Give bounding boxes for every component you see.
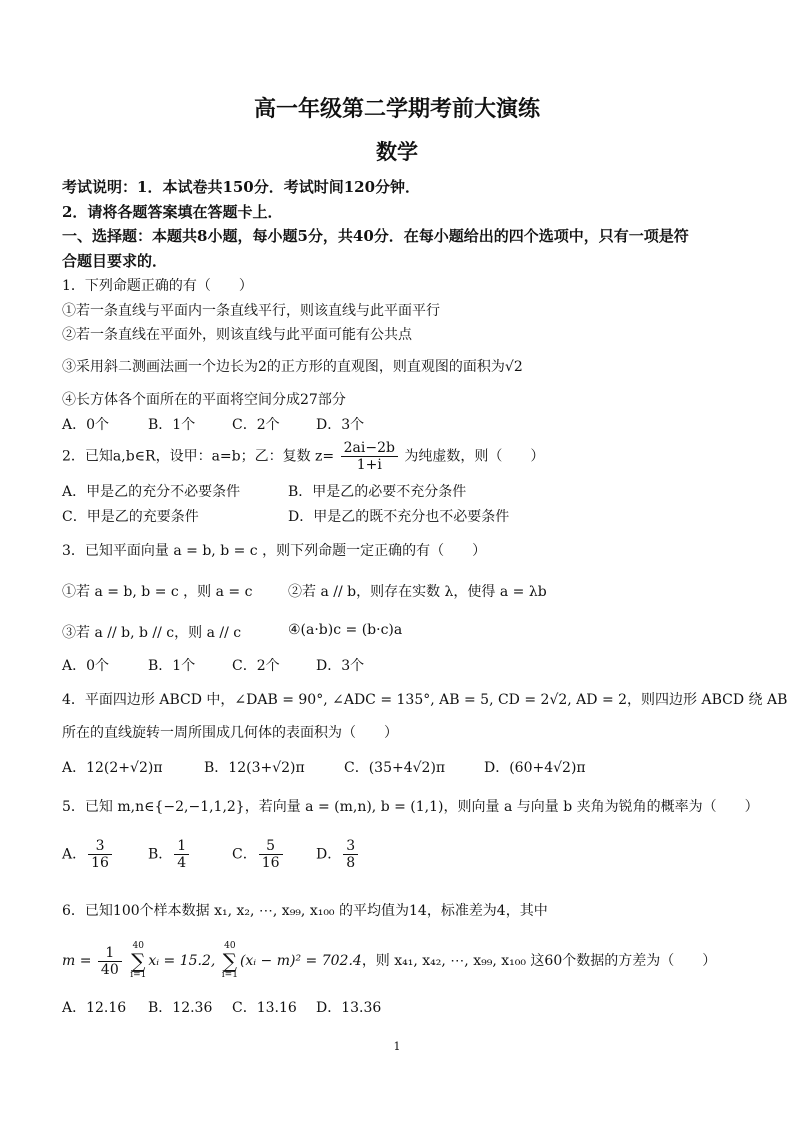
q5-stem: 5．已知 m,n∈{−2,−1,1,2}，若向量 a = (m,n), b = (1,1)，则向量 a 与向量 b 夹角为锐角的概率为（ ） [62, 799, 759, 815]
q6-sum-1-term: xᵢ = 15.2, [148, 953, 216, 969]
q5-option-d-frac [343, 838, 358, 871]
exam-title: 高一年级第二学期考前大演练 [253, 96, 540, 122]
q2-stem-pre: 2．已知a,b∈R，设甲：a=b；乙：复数 z= [62, 448, 335, 465]
q5-option-b-num: 1 [174, 838, 189, 855]
q5-option-b-den: 4 [177, 855, 187, 871]
q5-option-d-den: 8 [346, 855, 356, 871]
page-number: 1 [393, 1040, 401, 1053]
q5-option-d-num: 3 [343, 838, 358, 855]
section-heading-a: 一、选择题：本题共8小题，每小题5分，共40分．在每小题给出的四个选项中，只有一项是符 [62, 227, 689, 245]
q2-option-c: C．甲是乙的充要条件 [62, 509, 199, 525]
q2-option-d: D．甲是乙的既不充分也不必要条件 [288, 509, 510, 525]
q3-stem: 3．已知平面向量 a = b, b = c ，则下列命题一定正确的有（ ） [62, 543, 487, 559]
q6-stem-2 [62, 942, 716, 980]
exam-instructions-1: 考试说明：1．本试卷共150分．考试时间120分钟． [62, 178, 421, 196]
q2-fraction-den: 1+i [356, 457, 382, 473]
q5-option-c-num: 5 [259, 838, 283, 855]
q5-option-d [316, 838, 360, 871]
q3-statement-2: ②若 a // b，则存在实数 λ，使得 a = λb [288, 584, 547, 600]
q1-option-a: A．0个 [62, 417, 110, 433]
q2-option-b: B．甲是乙的必要不充分条件 [288, 484, 467, 500]
q5-option-c-den: 16 [261, 855, 280, 871]
q5-option-d-label: D． [316, 846, 342, 863]
q5-option-a-frac [88, 838, 112, 871]
q1-option-c: C．2个 [232, 417, 280, 433]
sigma-icon: ∑ [131, 949, 146, 973]
q2-fraction-num: 2ai−2b [341, 440, 398, 457]
q5-option-b [148, 838, 191, 871]
q3-option-c: C．2个 [232, 658, 280, 674]
q2-stem [62, 440, 544, 473]
q6-sum-1-bot: i=1 [130, 970, 147, 980]
q5-option-b-label: B． [148, 846, 173, 863]
q4-option-c: C．(35+4√2)π [344, 760, 446, 776]
q2-stem-post: 为纯虚数，则（ ） [404, 448, 545, 465]
q5-option-a-num: 3 [88, 838, 112, 855]
q4-stem-2: 所在的直线旋转一周所围成几何体的表面积为（ ） [62, 725, 398, 741]
q6-option-a: A．12.16 [62, 1000, 127, 1016]
q1-statement-2: ②若一条直线在平面外，则该直线与此平面可能有公共点 [62, 327, 412, 343]
q1-statement-4: ④长方体各个面所在的平面将空间分成27部分 [62, 392, 346, 408]
q6-stem-1: 6．已知100个样本数据 x₁, x₂, ⋯, x₉₉, x₁₀₀ 的平均值为14，标准差为4，其中 [62, 903, 548, 919]
q3-option-a: A．0个 [62, 658, 110, 674]
sigma-icon: ∑ [222, 949, 237, 973]
q6-stem-2-post: ，则 x₄₁, x₄₂, ⋯, x₉₉, x₁₀₀ 这60个数据的方差为（ ） [361, 953, 717, 969]
q6-sum-1 [130, 942, 146, 980]
q4-option-b: B．12(3+√2)π [204, 760, 305, 776]
q6-sum-2-term: (xᵢ − m)² = 702.4 [239, 953, 362, 969]
q6-sum-2-bot: i=1 [221, 970, 238, 980]
q4-stem-1: 4．平面四边形 ABCD 中，∠DAB = 90°, ∠ADC = 135°, AB = 5, CD = 2√2, AD = 2，则四边形 ABCD 绕 AB [62, 692, 788, 708]
q3-statement-3: ③若 a // b, b // c，则 a // c [62, 625, 242, 641]
q1-option-d: D．3个 [316, 417, 365, 433]
q6-fraction [98, 945, 122, 978]
subject-title: 数学 [376, 139, 418, 164]
q6-m-eq: m = [62, 953, 92, 969]
q6-option-d: D．13.36 [316, 1000, 382, 1016]
q6-option-b: B．12.36 [148, 1000, 213, 1016]
q5-option-c-label: C． [232, 846, 257, 863]
section-heading-b: 合题目要求的． [62, 252, 168, 270]
q3-option-d: D．3个 [316, 658, 365, 674]
q1-statement-1: ①若一条直线与平面内一条直线平行，则该直线与此平面平行 [62, 303, 440, 319]
q2-fraction [341, 440, 398, 473]
q6-option-c: C．13.16 [232, 1000, 297, 1016]
q1-option-b: B．1个 [148, 417, 196, 433]
q6-sum-2 [222, 942, 238, 980]
q5-option-a-den: 16 [91, 855, 109, 871]
q3-statement-4: ④(a·b)c = (b·c)a [288, 622, 403, 638]
q2-option-a: A．甲是乙的充分不必要条件 [62, 484, 241, 500]
q3-statement-1: ①若 a = b, b = c ，则 a = c [62, 584, 253, 600]
q4-option-d: D．(60+4√2)π [484, 760, 586, 776]
q6-fraction-num: 1 [98, 945, 122, 962]
q6-sum-1-top: 40 [132, 941, 144, 951]
q3-option-b: B．1个 [148, 658, 196, 674]
q5-option-a-label: A． [62, 846, 87, 863]
q1-stem: 1．下列命题正确的有（ ） [62, 278, 253, 294]
q1-statement-3: ③采用斜二测画法画一个边长为2的正方形的直观图，则直观图的面积为√2 [62, 359, 523, 375]
q5-option-c [232, 838, 285, 871]
q6-sum-2-top: 40 [224, 941, 236, 951]
q5-option-a [62, 838, 114, 871]
exam-instructions-2: 2．请将各题答案填在答题卡上． [62, 203, 283, 221]
q6-fraction-den: 40 [100, 961, 119, 978]
q5-option-c-frac [259, 838, 283, 871]
q4-option-a: A．12(2+√2)π [62, 760, 163, 776]
q5-option-b-frac [174, 838, 189, 871]
